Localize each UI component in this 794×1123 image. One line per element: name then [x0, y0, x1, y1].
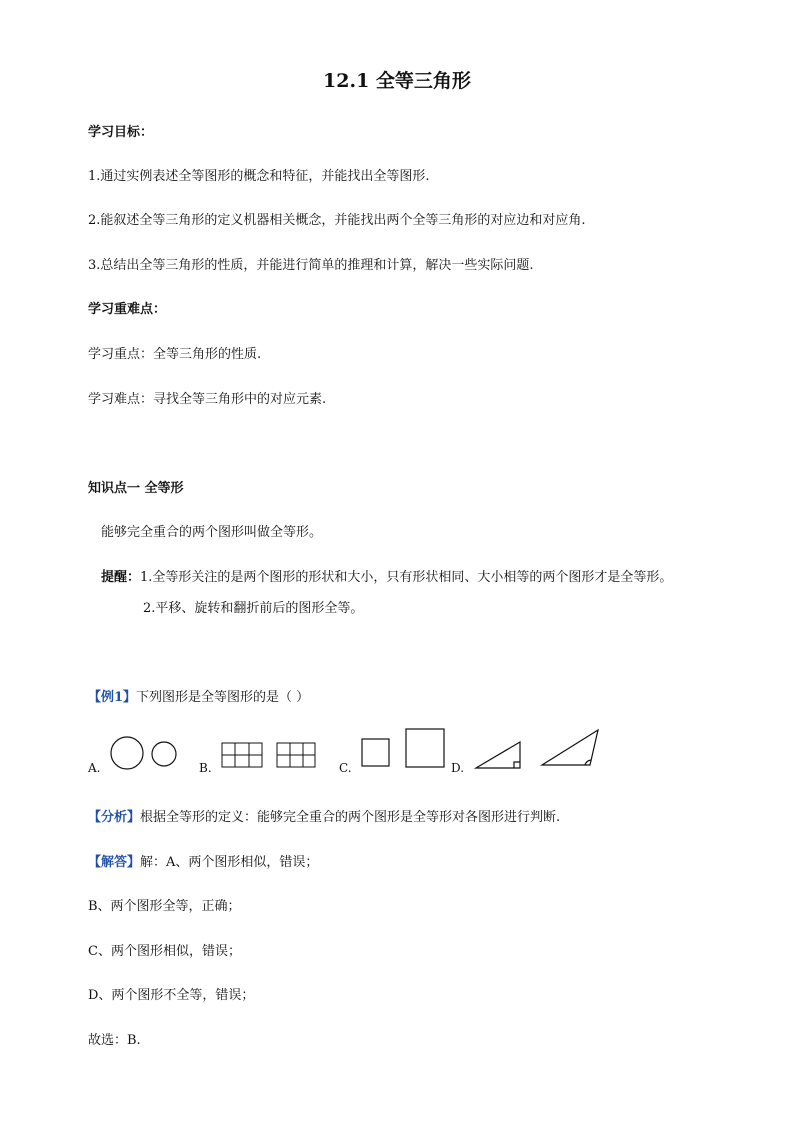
right-triangle [476, 742, 520, 768]
analysis-tag: 【分析】 [88, 810, 141, 825]
tip-label: 提醒： [101, 570, 141, 585]
tip-line-2: 2.平移、旋转和翻折前后的图形全等。 [143, 601, 364, 616]
option-c-label: C. [339, 761, 352, 775]
knowledge-heading: 知识点一 全等形 [88, 481, 184, 496]
small-square [362, 739, 389, 766]
difficult-point: 学习难点：寻找全等三角形中的对应元素. [88, 392, 327, 407]
grid-figure-1 [222, 743, 262, 767]
analysis-line [88, 806, 560, 825]
large-circle [111, 737, 143, 769]
page-title: 12.1 全等三角形 [323, 70, 471, 92]
option-a-circles [110, 735, 180, 771]
answer-text: 解：A、两个图形相似，错误； [140, 855, 319, 870]
option-d-label: D. [451, 761, 465, 775]
large-square [406, 729, 444, 767]
key-point: 学习重点：全等三角形的性质. [88, 347, 262, 362]
example-tag: 【例1】 [88, 690, 137, 705]
answer-line-5: 故选：B. [88, 1033, 141, 1048]
objective-item: 1.通过实例表述全等图形的概念和特征，并能找出全等图形. [88, 169, 430, 184]
difficulties-heading: 学习重难点： [88, 302, 167, 317]
answer-line-2: B、两个图形全等，正确； [88, 899, 241, 914]
option-d-triangles [474, 728, 602, 770]
answer-tag: 【解答】 [88, 855, 141, 870]
small-circle [152, 742, 176, 766]
oblique-triangle [542, 730, 598, 765]
option-b-label: B. [199, 761, 212, 775]
objective-item: 2.能叙述全等三角形的定义机器相关概念，并能找出两个全等三角形的对应边和对应角. [88, 213, 586, 228]
objectives-heading: 学习目标： [88, 125, 154, 140]
tip-line-1 [101, 566, 672, 585]
option-b-grids [221, 742, 321, 770]
grid-figure-2 [277, 743, 315, 767]
answer-line-3: C、两个图形相似，错误； [88, 944, 241, 959]
example-question-text: 下列图形是全等图形的是（ ） [136, 690, 310, 705]
answer-line-4: D、两个图形不全等，错误； [88, 988, 255, 1003]
analysis-text: 根据全等形的定义：能够完全重合的两个图形是全等形对各图形进行判断. [140, 810, 561, 825]
option-c-squares [361, 728, 447, 770]
objective-item: 3.总结出全等三角形的性质，并能进行简单的推理和计算，解决一些实际问题. [88, 258, 534, 273]
option-a-label: A. [88, 761, 101, 775]
example-question [88, 686, 309, 705]
definition-text: 能够完全重合的两个图形叫做全等形。 [101, 525, 323, 540]
answer-line-1 [88, 851, 318, 870]
tip-text-1: 1.全等形关注的是两个图形的形状和大小，只有形状相同、大小相等的两个图形才是全等形。 [140, 570, 673, 585]
